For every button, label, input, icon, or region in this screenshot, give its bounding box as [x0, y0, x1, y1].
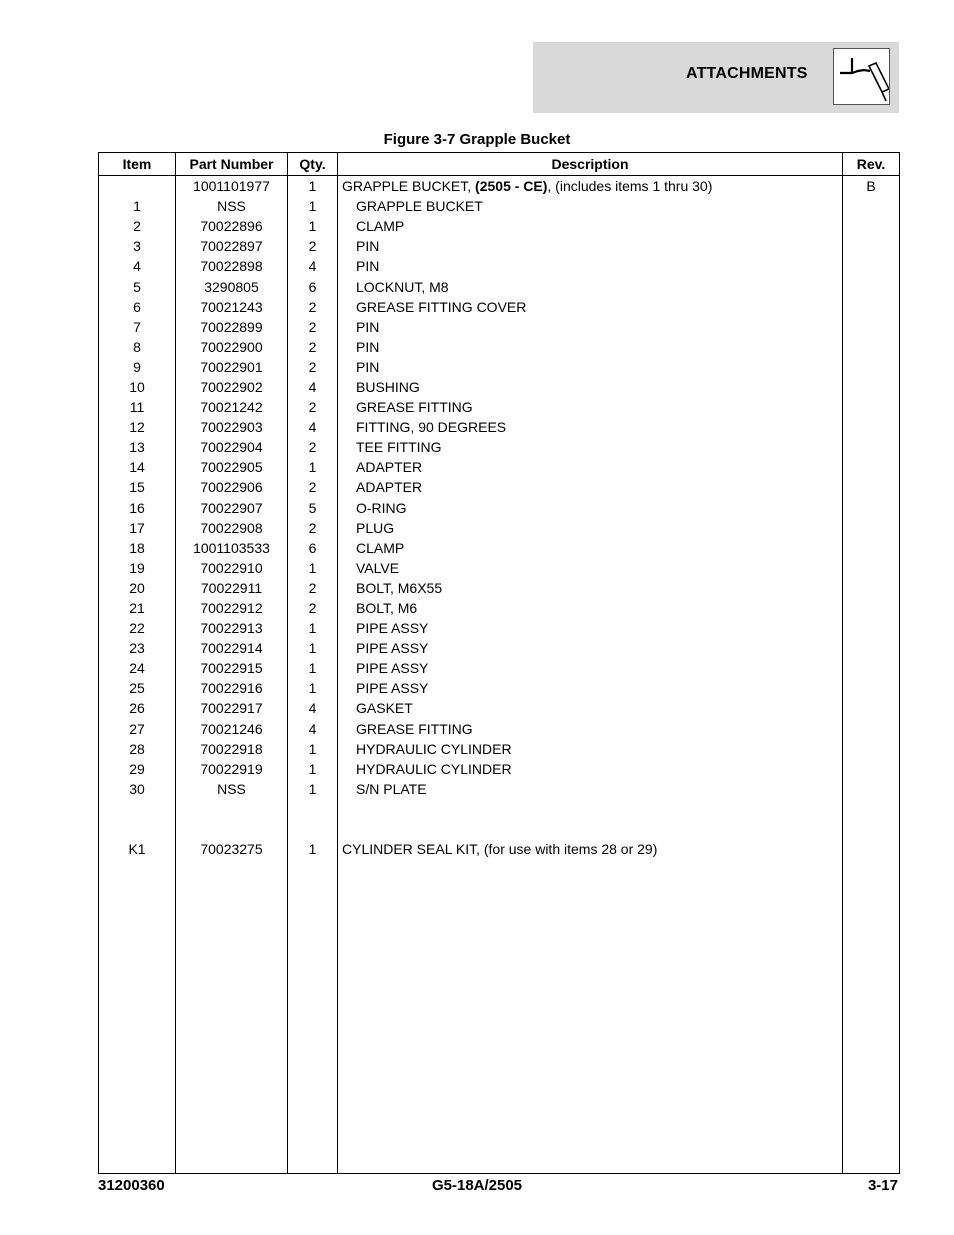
item-cell: 24 [99, 658, 176, 678]
table-row [99, 779, 900, 799]
rev-cell [843, 638, 900, 658]
qty-cell: 2 [288, 598, 338, 618]
qty-cell: 4 [288, 377, 338, 397]
description-model: (2505 - CE) [475, 178, 548, 195]
rev-cell [843, 477, 900, 497]
empty-cell [99, 859, 176, 1174]
table-row [99, 216, 900, 236]
rev-cell [843, 337, 900, 357]
rev-cell [843, 739, 900, 759]
part-number-cell: 70021242 [176, 397, 288, 417]
figure-title: Figure 3-7 Grapple Bucket [383, 131, 571, 148]
qty-cell: 1 [288, 839, 338, 859]
column-header-item: Item [99, 153, 176, 176]
qty-cell: 2 [288, 357, 338, 377]
part-number-cell: 70022915 [176, 658, 288, 678]
description-cell: GREASE FITTING [338, 397, 843, 417]
part-number-cell: NSS [176, 779, 288, 799]
table-row [99, 759, 900, 779]
table-row [99, 518, 900, 538]
part-number-cell: 70022910 [176, 558, 288, 578]
table-row [99, 337, 900, 357]
rev-cell [843, 698, 900, 718]
table-row [99, 618, 900, 638]
empty-cell [99, 799, 176, 819]
description-cell: BOLT, M6 [338, 598, 843, 618]
item-cell: 29 [99, 759, 176, 779]
description-prefix: GRAPPLE BUCKET, [342, 178, 476, 195]
qty-cell: 2 [288, 578, 338, 598]
description-cell: HYDRAULIC CYLINDER [338, 739, 843, 759]
rev-cell [843, 317, 900, 337]
qty-cell: 2 [288, 477, 338, 497]
part-number-cell: 70022898 [176, 256, 288, 276]
table-row [99, 457, 900, 477]
part-number-cell: 70022907 [176, 498, 288, 518]
description-cell: O-RING [338, 498, 843, 518]
qty-cell: 2 [288, 437, 338, 457]
description-cell: GASKET [338, 698, 843, 718]
spacer-row [99, 819, 900, 839]
item-cell: 2 [99, 216, 176, 236]
description-cell: PIPE ASSY [338, 638, 843, 658]
qty-cell: 1 [288, 739, 338, 759]
table-row [99, 598, 900, 618]
table-row [99, 397, 900, 417]
empty-cell [176, 819, 288, 839]
qty-cell: 4 [288, 698, 338, 718]
description-cell: PIPE ASSY [338, 658, 843, 678]
column-header-rev: Rev. [843, 153, 900, 176]
qty-cell: 1 [288, 216, 338, 236]
description-cell: CYLINDER SEAL KIT, (for use with items 28 or 29) [338, 839, 843, 859]
description-cell: GREASE FITTING [338, 719, 843, 739]
part-number-cell: 70022904 [176, 437, 288, 457]
empty-cell [288, 799, 338, 819]
description-suffix: , (includes items 1 thru 30) [547, 178, 713, 195]
table-row [99, 477, 900, 497]
table-row [99, 236, 900, 256]
rev-cell: B [843, 176, 900, 197]
part-number-cell: 70022905 [176, 457, 288, 477]
table-row [99, 377, 900, 397]
rev-cell [843, 377, 900, 397]
section-title: ATTACHMENTS [686, 65, 808, 82]
parts-table [98, 152, 900, 1174]
item-cell: 17 [99, 518, 176, 538]
item-cell: 25 [99, 678, 176, 698]
part-number-cell: 70022918 [176, 739, 288, 759]
rev-cell [843, 216, 900, 236]
table-row [99, 297, 900, 317]
item-cell: 10 [99, 377, 176, 397]
empty-cell [288, 859, 338, 1174]
description-cell: PLUG [338, 518, 843, 538]
rev-cell [843, 839, 900, 859]
empty-cell [843, 859, 900, 1174]
description-cell: LOCKNUT, M8 [338, 276, 843, 296]
part-number-cell: 70022908 [176, 518, 288, 538]
part-number-cell: 70022906 [176, 477, 288, 497]
description-cell: PIPE ASSY [338, 678, 843, 698]
description-cell: CLAMP [338, 538, 843, 558]
footer-model: G5-18A/2505 [431, 1177, 523, 1194]
qty-cell: 4 [288, 417, 338, 437]
qty-cell: 1 [288, 457, 338, 477]
empty-cell [338, 859, 843, 1174]
rev-cell [843, 437, 900, 457]
table-row [99, 357, 900, 377]
table-row [99, 256, 900, 276]
rev-cell [843, 598, 900, 618]
qty-cell: 2 [288, 518, 338, 538]
part-number-cell: 1001101977 [176, 176, 288, 197]
part-number-cell: 1001103533 [176, 538, 288, 558]
table-row [99, 658, 900, 678]
item-cell: 9 [99, 357, 176, 377]
empty-cell [176, 799, 288, 819]
empty-cell [288, 819, 338, 839]
column-header-description: Description [338, 153, 843, 176]
item-cell: 18 [99, 538, 176, 558]
rev-cell [843, 658, 900, 678]
description-cell: BUSHING [338, 377, 843, 397]
description-cell: PIN [338, 357, 843, 377]
part-number-cell: 70021246 [176, 719, 288, 739]
item-cell: 6 [99, 297, 176, 317]
item-cell: 8 [99, 337, 176, 357]
empty-cell [99, 819, 176, 839]
description-cell: GRAPPLE BUCKET [338, 196, 843, 216]
part-number-cell: 70022896 [176, 216, 288, 236]
rev-cell [843, 678, 900, 698]
rev-cell [843, 759, 900, 779]
rev-cell [843, 578, 900, 598]
qty-cell: 1 [288, 638, 338, 658]
table-row [99, 578, 900, 598]
qty-cell: 1 [288, 759, 338, 779]
qty-cell: 2 [288, 236, 338, 256]
item-cell [99, 176, 176, 197]
rev-cell [843, 618, 900, 638]
part-number-cell: 70021243 [176, 297, 288, 317]
description-cell: GREASE FITTING COVER [338, 297, 843, 317]
qty-cell: 1 [288, 176, 338, 197]
item-cell: 3 [99, 236, 176, 256]
description-cell: S/N PLATE [338, 779, 843, 799]
item-cell: 16 [99, 498, 176, 518]
rev-cell [843, 276, 900, 296]
item-cell: 12 [99, 417, 176, 437]
part-number-cell: NSS [176, 196, 288, 216]
empty-cell [843, 819, 900, 839]
column-header-part-number: Part Number [176, 153, 288, 176]
item-cell: 1 [99, 196, 176, 216]
item-cell: 19 [99, 558, 176, 578]
description-cell: ADAPTER [338, 457, 843, 477]
empty-cell [176, 859, 288, 1174]
part-number-cell: 70022897 [176, 236, 288, 256]
part-number-cell: 70022916 [176, 678, 288, 698]
description-cell: PIN [338, 256, 843, 276]
rev-cell [843, 357, 900, 377]
item-cell: K1 [99, 839, 176, 859]
qty-cell: 1 [288, 196, 338, 216]
part-number-cell: 70022919 [176, 759, 288, 779]
rev-cell [843, 457, 900, 477]
attachment-hook-icon [833, 48, 890, 105]
part-number-cell: 70022902 [176, 377, 288, 397]
rev-cell [843, 417, 900, 437]
item-cell: 30 [99, 779, 176, 799]
qty-cell: 1 [288, 678, 338, 698]
table-row [99, 317, 900, 337]
part-number-cell: 70022901 [176, 357, 288, 377]
item-cell: 13 [99, 437, 176, 457]
qty-cell: 2 [288, 397, 338, 417]
item-cell: 28 [99, 739, 176, 759]
table-row [99, 437, 900, 457]
part-number-cell: 70022900 [176, 337, 288, 357]
table-row [99, 538, 900, 558]
table-row [99, 719, 900, 739]
spacer-row [99, 799, 900, 819]
description-cell: ADAPTER [338, 477, 843, 497]
description-cell [338, 176, 843, 197]
qty-cell: 1 [288, 658, 338, 678]
description-cell: BOLT, M6X55 [338, 578, 843, 598]
table-row [99, 196, 900, 216]
description-cell: FITTING, 90 DEGREES [338, 417, 843, 437]
filler-row [99, 859, 900, 1174]
part-number-cell: 3290805 [176, 276, 288, 296]
item-cell: 14 [99, 457, 176, 477]
table-row [99, 739, 900, 759]
rev-cell [843, 256, 900, 276]
table-row [99, 558, 900, 578]
empty-cell [338, 819, 843, 839]
item-cell: 22 [99, 618, 176, 638]
rev-cell [843, 297, 900, 317]
item-cell: 4 [99, 256, 176, 276]
rev-cell [843, 538, 900, 558]
main-assembly-row [99, 176, 900, 197]
qty-cell: 6 [288, 538, 338, 558]
description-cell: CLAMP [338, 216, 843, 236]
kit-row [99, 839, 900, 859]
description-cell: TEE FITTING [338, 437, 843, 457]
item-cell: 15 [99, 477, 176, 497]
part-number-cell: 70022912 [176, 598, 288, 618]
item-cell: 11 [99, 397, 176, 417]
rev-cell [843, 397, 900, 417]
rev-cell [843, 236, 900, 256]
item-cell: 21 [99, 598, 176, 618]
part-number-cell: 70022914 [176, 638, 288, 658]
table-row [99, 417, 900, 437]
part-number-cell: 70023275 [176, 839, 288, 859]
part-number-cell: 70022899 [176, 317, 288, 337]
description-cell: PIN [338, 317, 843, 337]
empty-cell [338, 799, 843, 819]
qty-cell: 2 [288, 317, 338, 337]
table-row [99, 698, 900, 718]
part-number-cell: 70022903 [176, 417, 288, 437]
qty-cell: 5 [288, 498, 338, 518]
qty-cell: 2 [288, 297, 338, 317]
item-cell: 23 [99, 638, 176, 658]
item-cell: 5 [99, 276, 176, 296]
item-cell: 7 [99, 317, 176, 337]
item-cell: 27 [99, 719, 176, 739]
part-number-cell: 70022911 [176, 578, 288, 598]
rev-cell [843, 498, 900, 518]
description-cell: PIN [338, 337, 843, 357]
rev-cell [843, 719, 900, 739]
footer-page-number: 3-17 [867, 1177, 898, 1194]
table-row [99, 498, 900, 518]
qty-cell: 1 [288, 779, 338, 799]
table-row [99, 276, 900, 296]
rev-cell [843, 558, 900, 578]
description-cell: HYDRAULIC CYLINDER [338, 759, 843, 779]
description-cell: VALVE [338, 558, 843, 578]
empty-cell [843, 799, 900, 819]
rev-cell [843, 518, 900, 538]
qty-cell: 6 [288, 276, 338, 296]
qty-cell: 1 [288, 558, 338, 578]
item-cell: 26 [99, 698, 176, 718]
part-number-cell: 70022917 [176, 698, 288, 718]
table-row [99, 678, 900, 698]
column-header-qty: Qty. [288, 153, 338, 176]
qty-cell: 2 [288, 337, 338, 357]
description-cell: PIN [338, 236, 843, 256]
table-header-row [99, 153, 900, 176]
rev-cell [843, 196, 900, 216]
description-cell: PIPE ASSY [338, 618, 843, 638]
footer-manual-number: 31200360 [98, 1177, 165, 1194]
item-cell: 20 [99, 578, 176, 598]
qty-cell: 1 [288, 618, 338, 638]
part-number-cell: 70022913 [176, 618, 288, 638]
qty-cell: 4 [288, 256, 338, 276]
rev-cell [843, 779, 900, 799]
table-row [99, 638, 900, 658]
qty-cell: 4 [288, 719, 338, 739]
